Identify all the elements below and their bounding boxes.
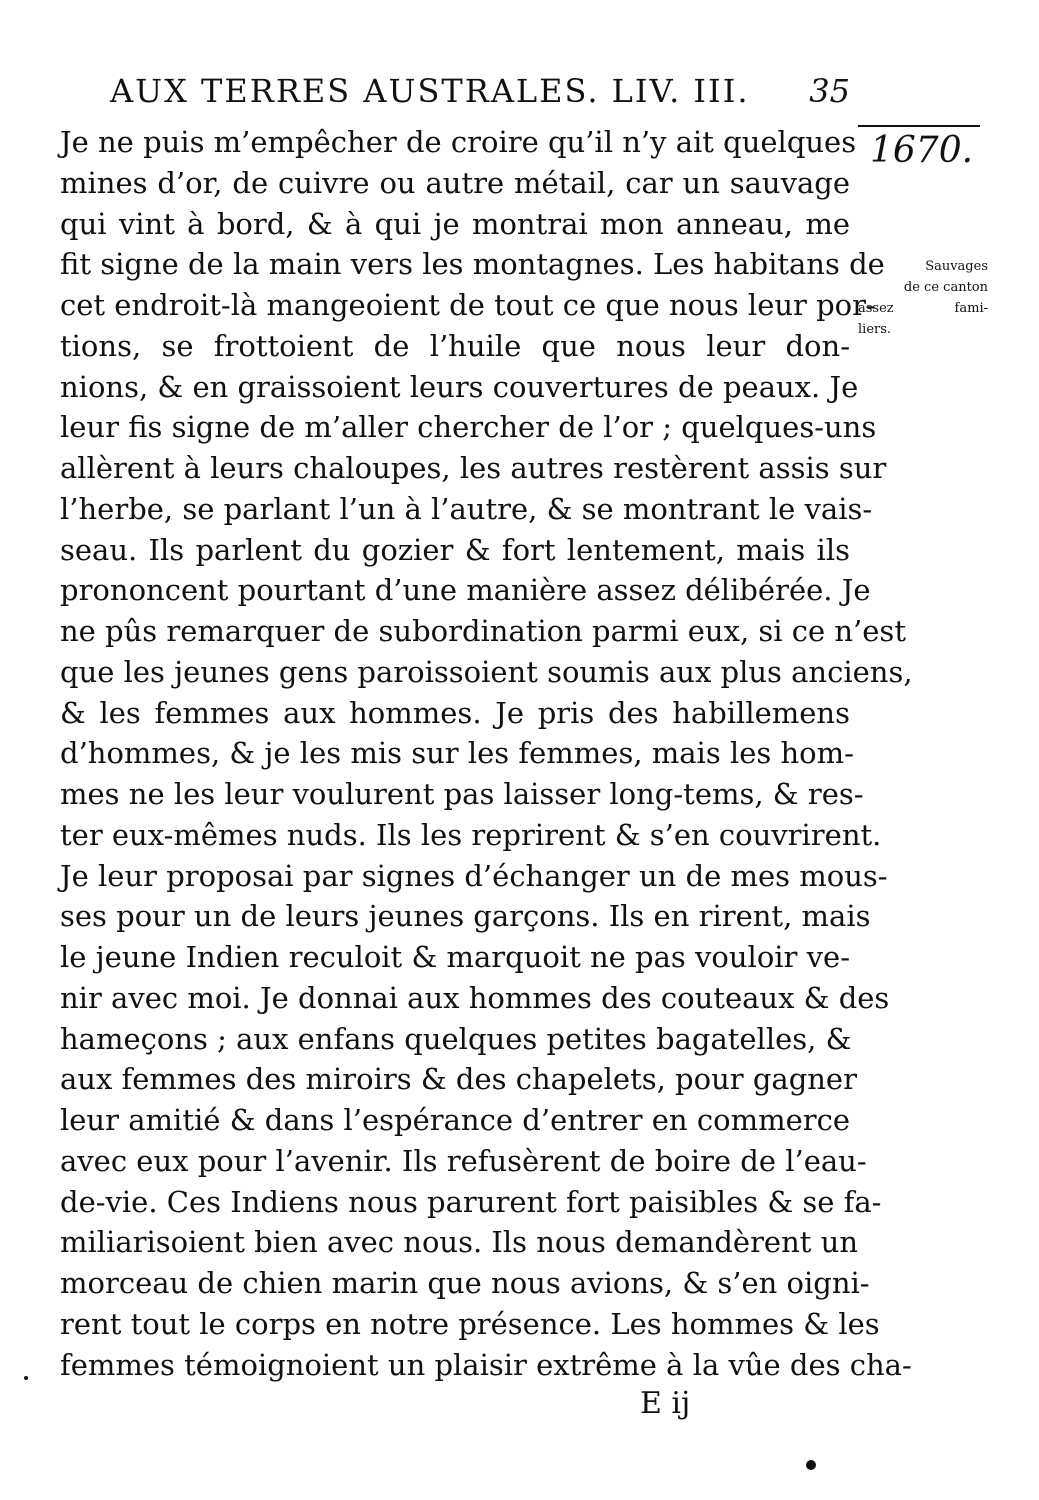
text-line: & les femmes aux hommes. Je pris des habillemens [60,695,850,730]
margin-note-line: Sauvages [925,259,988,274]
text-line: seau. Ils parlent du gozier & fort lentement, mais ils [60,532,850,567]
text-line: nir avec moi. Je donnai aux hommes des couteaux & des [60,980,890,1015]
margin-note-line: de ce canton [903,280,988,295]
text-line: le jeune Indien reculoit & marquoit ne pas vouloir ve- [60,940,850,974]
signature-mark: E ij [640,1386,691,1421]
text-line: ne pûs remarquer de subordination parmi eux, si ce n’est [60,614,906,648]
text-line: de-vie. Ces Indiens nous parurent fort paisibles & se fa- [60,1184,882,1219]
text-line: Je ne puis m’empêcher de croire qu’il n’y ait quelques [60,125,857,159]
margin-rule [858,125,980,127]
text-line: prononcent pourtant d’une manière assez délibérée. Je [60,573,871,608]
page-number: 35 [809,72,850,110]
text-line: qui vint à bord, & à qui je montrai mon anneau, me [60,206,850,241]
ink-speck [24,1376,28,1380]
text-line: aux femmes des miroirs & des chapelets, pour gagner [60,1062,857,1097]
text-line: leur amitié & dans l’espérance d’entrer en commerce [60,1103,850,1137]
running-title: AUX TERRES AUSTRALES. LIV. III. [110,72,750,110]
margin-note-line: assez fami- [858,301,988,316]
text-line: femmes témoignoient un plaisir extrême à la vûe des cha- [60,1347,912,1382]
margin-note-line: liers. [858,322,892,337]
text-line: leur fis signe de m’aller chercher de l’or ; quelques-uns [60,410,877,445]
text-line: nions, & en graissoient leurs couvertures de peaux. Je [60,369,859,404]
text-line: ter eux-mêmes nuds. Ils les reprirent & s’en couvrirent. [60,817,882,852]
text-line: hameçons ; aux enfans quelques petites bagatelles, & [60,1021,852,1056]
text-line: fit signe de la main vers les montagnes. Les habitans de [60,247,885,282]
text-line: que les jeunes gens paroissoient soumis aux plus anciens, [60,654,913,689]
running-head [110,72,850,116]
text-line: cet endroit-là mangeoient de tout ce que nous leur por- [60,288,876,322]
text-line: avec eux pour l’avenir. Ils refusèrent de boire de l’eau- [60,1143,867,1178]
text-line: ses pour un de leurs jeunes garçons. Ils en rirent, mais [60,899,871,934]
text-line: mes ne les leur voulurent pas laisser long-tems, & res- [60,777,864,811]
text-line: rent tout le corps en notre présence. Les hommes & les [60,1306,880,1341]
text-line: miliarisoient bien avec nous. Ils nous demandèrent un [60,1225,858,1260]
margin-year: 1670. [870,130,974,171]
text-line: d’hommes, & je les mis sur les femmes, mais les hom- [60,736,854,771]
text-line: tions, se frottoient de l’huile que nous leur don- [60,328,850,363]
text-line: mines d’or, de cuivre ou autre métail, car un sauvage [60,165,850,200]
ink-speck [806,1460,816,1470]
text-line: Je leur proposai par signes d’échanger un de mes mous- [60,858,888,893]
text-line: l’herbe, se parlant l’un à l’autre, & se montrant le vais- [60,491,873,526]
text-line: morceau de chien marin que nous avions, & s’en oigni- [60,1266,870,1300]
text-line: allèrent à leurs chaloupes, les autres restèrent assis sur [60,451,887,485]
